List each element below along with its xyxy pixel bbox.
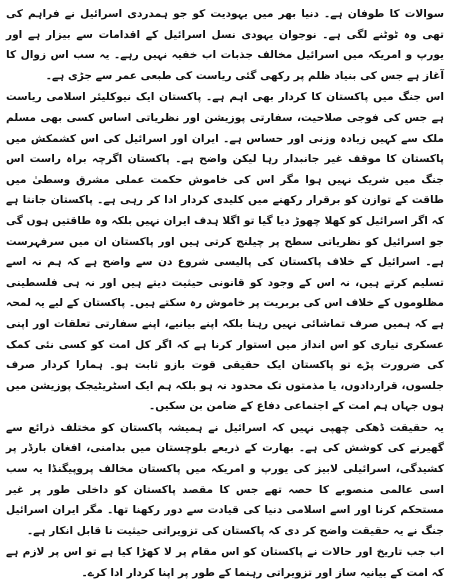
article-page bbox=[5, 4, 444, 580]
article-paragraph: اب جب تاریخ اور حالات نے پاکستان کو اس مقام پر لا کھڑا کیا ہے تو اس پر لازم ہے کہ امت کے بیانیہ ساز اور تزویراتی رہنما کے طور پر اپنا کردار ادا کرے۔ bbox=[6, 546, 444, 580]
article-paragraph: یہ حقیقت ڈھکی چھپی نہیں کہ اسرائیل نے ہمیشہ پاکستان کو مختلف ذرائع سے گھیرنے کی کوشش کی ہے۔ بھارت کے ذریعے بلوچستان میں بدامنی، افغان بارڈر پر کشیدگی، اسرائیلی لابیز کی یورپ و امریکہ میں پاکستان مخالف پروپیگنڈا یہ سب اسی عالمی منصوبے کا حصہ تھے جس کا مقصد پاکستان کو داخلی طور پر غیر مستحکم کرنا اور اسے اسلامی دنیا کی قیادت سے دور رکھنا تھا۔ مگر ایران اسرائیل جنگ نے یہ حقیقت واضح کر دی کہ پاکستان کی تزویراتی حیثیت نا قابل انکار ہے۔ bbox=[6, 421, 444, 537]
article-paragraph: اس جنگ میں پاکستان کا کردار بھی اہم ہے۔ پاکستان ایک نیوکلیئر اسلامی ریاست ہے جس کی فوجی صلاحیت، سفارتی پوزیشن اور نظریاتی اساس کسی بھی مسلم ملک سے کہیں زیادہ وزنی اور حساس ہے۔ ایران اور اسرائیل کی اس کشمکش میں پاکستان کا موقف غیر جانبدار رہا لیکن واضح ہے۔ پاکستان اگرچہ براہ راست اس جنگ میں شریک نہیں ہوا مگر اس کی خاموش حکمت عملی مشرق وسطیٰ میں طاقت کے توازن کو برقرار رکھنے میں کلیدی کردار ادا کر رہی ہے۔ پاکستان جانتا ہے کہ اگر اسرائیل کو کھلا چھوڑ دیا گیا تو اگلا ہدف ایران نہیں بلکہ وہ طاقتیں ہوں گی جو اسرائیل کو نظریاتی سطح پر چیلنج کرتی ہیں اور پاکستان ان میں سرفہرست ہے۔ اسرائیل کے خلاف پاکستان کی پالیسی شروع دن سے واضح ہے کہ ہم نہ اسے تسلیم کرتے ہیں، نہ اس کے وجود کو قانونی حیثیت دیتے ہیں اور نہ ہی فلسطینی مظلوموں کے خلاف اس کی بربریت پر خاموش رہ سکتے ہیں۔ پاکستان کے لیے یہ لمحہ ہے کہ ہمیں صرف تماشائی نہیں رہنا بلکہ اپنے بیانیے، اپنے سفارتی تعلقات اور اپنی عسکری تیاری کو اس انداز میں استوار کرنا ہے کہ اگر کل امت کو کسی نئی کمک کی ضرورت پڑے تو پاکستان ایک حقیقی قوت بازو ثابت ہو۔ ہمارا کردار صرف جلسوں، قراردادوں، یا مذمتوں تک محدود نہ ہو بلکہ ہم ایک اسٹریٹیجک پوزیشن میں ہوں جہاں ہم امت کے اجتماعی دفاع کے ضامن بن سکیں۔ bbox=[5, 91, 444, 413]
article-paragraph: سوالات کا طوفان ہے۔ دنیا بھر میں یہودیت کو جو ہمدردی اسرائیل نے فراہم کی تھی وہ ٹوٹنے لگی ہے۔ نوجوان یہودی نسل اسرائیل کے اقدامات سے بیزار ہے اور یورپ و امریکہ میں اسرائیل مخالف جذبات اب خفیہ نہیں رہے۔ یہ سب اس زوال کا آغاز ہے جس کی بنیاد ظلم پر رکھی گئی ریاست کی طبعی عمر سے جڑی ہے۔ bbox=[6, 8, 444, 82]
